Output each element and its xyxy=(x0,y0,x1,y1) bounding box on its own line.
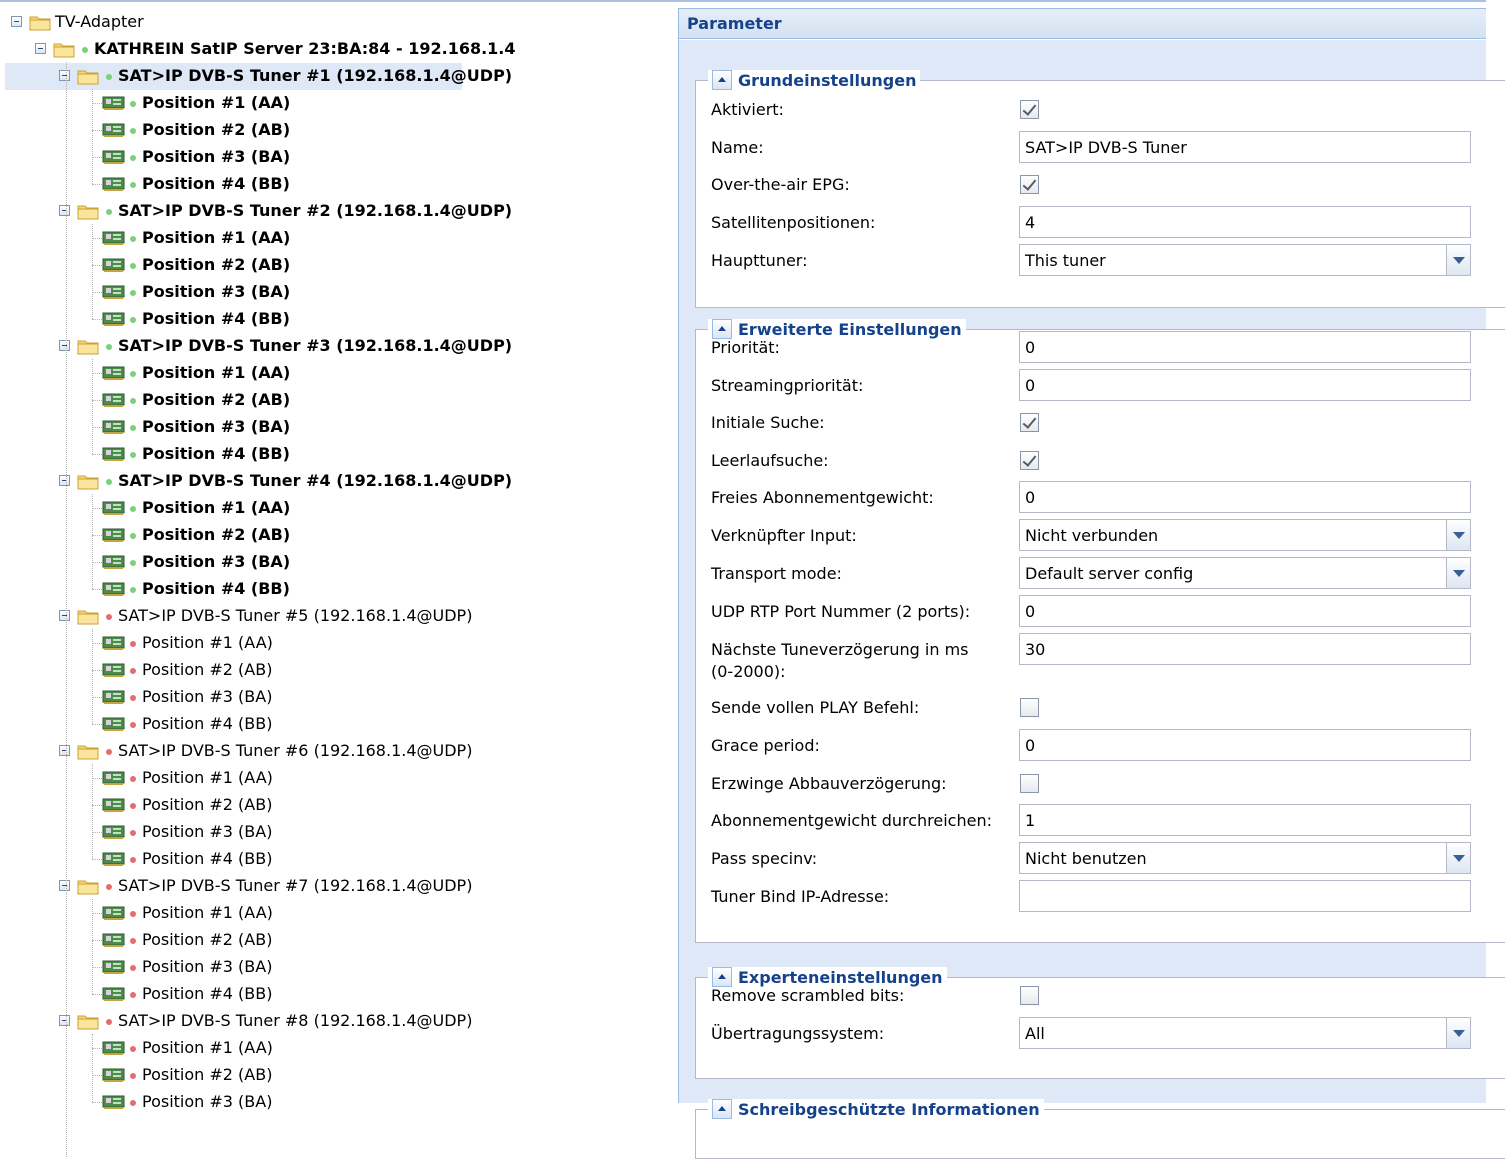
field-label xyxy=(711,886,889,908)
checkbox-unchecked[interactable] xyxy=(1020,698,1039,717)
tree-connector xyxy=(92,454,102,455)
tree-connector xyxy=(92,724,102,725)
collapse-toggle-icon[interactable] xyxy=(59,745,70,756)
text-input[interactable] xyxy=(1019,880,1471,912)
tree-node-server[interactable] xyxy=(0,35,678,62)
tuner-card-icon xyxy=(102,798,126,813)
field-label xyxy=(711,337,780,359)
tuner-card-icon xyxy=(102,258,126,273)
field-row xyxy=(711,444,1491,476)
field-label xyxy=(711,174,850,196)
text-input[interactable] xyxy=(1019,131,1471,163)
field-label-text: Name: xyxy=(711,138,764,157)
tree-connector xyxy=(92,319,102,320)
tree-connector xyxy=(92,589,102,590)
tree-node-tuner-7[interactable] xyxy=(0,872,678,899)
field-row xyxy=(711,206,1491,238)
tuner-card-icon xyxy=(102,150,126,165)
tree-connector xyxy=(92,940,102,941)
tuner-card-icon xyxy=(102,528,126,543)
status-error-icon xyxy=(106,1019,112,1025)
tree-node-label: Position #2 (AB) xyxy=(142,930,273,949)
status-error-icon xyxy=(106,614,112,620)
field-label xyxy=(711,735,820,757)
text-input[interactable] xyxy=(1019,369,1471,401)
tree-connector xyxy=(92,1048,102,1049)
field-label-text: Satellitenpositionen: xyxy=(711,213,876,232)
tree-connector xyxy=(92,778,102,779)
status-ok-icon xyxy=(106,74,112,80)
status-ok-icon xyxy=(130,317,136,323)
tuner-card-icon xyxy=(102,636,126,651)
text-input[interactable] xyxy=(1019,595,1471,627)
status-ok-icon xyxy=(130,425,136,431)
field-label xyxy=(711,375,863,397)
status-ok-icon xyxy=(106,344,112,350)
field-label xyxy=(711,1023,884,1045)
tuner-card-icon xyxy=(102,1095,126,1110)
status-error-icon xyxy=(106,884,112,890)
status-error-icon xyxy=(130,776,136,782)
status-error-icon xyxy=(130,911,136,917)
tree-node-label: Position #3 (BA) xyxy=(142,687,273,706)
tuner-card-icon xyxy=(102,852,126,867)
folder-icon xyxy=(77,608,99,625)
field-row xyxy=(711,406,1491,438)
field-label xyxy=(711,525,857,547)
field-row xyxy=(711,131,1491,163)
tuner-card-icon xyxy=(102,717,126,732)
field-row xyxy=(711,691,1491,723)
tree-node-label: Position #2 (AB) xyxy=(142,390,291,409)
collapse-toggle-icon[interactable] xyxy=(11,16,22,27)
tree-connector xyxy=(92,1102,102,1103)
field-row xyxy=(711,519,1491,551)
tree-connector xyxy=(92,508,102,509)
field-label xyxy=(711,487,934,509)
status-error-icon xyxy=(130,1100,136,1106)
tree-node-label: Position #1 (AA) xyxy=(142,768,273,787)
checkbox-unchecked[interactable] xyxy=(1020,774,1039,793)
tree-node-label: Position #4 (BB) xyxy=(142,849,273,868)
field-label xyxy=(711,450,829,472)
tree-connector xyxy=(92,994,102,995)
section-title: Experteneinstellungen xyxy=(738,967,943,987)
collapse-toggle-icon[interactable] xyxy=(59,205,70,216)
select-dropdown[interactable] xyxy=(1019,1017,1471,1049)
tree-node-tuner-2[interactable] xyxy=(0,197,678,224)
field-label-text: Verknüpfter Input: xyxy=(711,526,857,545)
panel-body[interactable] xyxy=(679,40,1486,1119)
status-ok-icon xyxy=(130,371,136,377)
tree-node-label: SAT>IP DVB-S Tuner #2 (192.168.1.4@UDP) xyxy=(118,201,513,220)
field-row xyxy=(711,979,1491,1011)
tree-node-label: KATHREIN SatIP Server 23:BA:84 - 192.168.1.4 xyxy=(94,39,516,58)
tuner-card-icon xyxy=(102,933,126,948)
field-row xyxy=(711,331,1491,363)
field-label-text: Remove scrambled bits: xyxy=(711,986,905,1005)
select-value: Nicht benutzen xyxy=(1025,849,1147,868)
adapter-tree[interactable] xyxy=(0,8,678,1111)
tuner-card-icon xyxy=(102,771,126,786)
tree-node-label: Position #2 (AB) xyxy=(142,255,291,274)
field-label-text: Pass specinv: xyxy=(711,849,818,868)
collapse-up-icon[interactable] xyxy=(712,70,732,90)
section-erweiterte-einstellungen xyxy=(695,319,1505,943)
field-row xyxy=(711,880,1491,912)
status-error-icon xyxy=(130,965,136,971)
panel-title: Parameter xyxy=(687,14,782,33)
tree-connector xyxy=(92,238,102,239)
tree-node-tuner-8[interactable] xyxy=(0,1007,678,1034)
select-value: All xyxy=(1025,1024,1045,1043)
field-label-text: Streamingpriorität: xyxy=(711,376,864,395)
status-ok-icon xyxy=(130,560,136,566)
tuner-card-icon xyxy=(102,555,126,570)
folder-icon xyxy=(77,338,99,355)
field-label-text: Initiale Suche: xyxy=(711,413,825,432)
chevron-down-icon[interactable] xyxy=(1446,245,1470,275)
tree-node-label: Position #4 (BB) xyxy=(142,444,290,463)
status-error-icon xyxy=(130,803,136,809)
tree-node-label: SAT>IP DVB-S Tuner #7 (192.168.1.4@UDP) xyxy=(118,876,473,895)
field-label xyxy=(711,212,875,234)
field-row xyxy=(711,842,1491,874)
tree-node-tuner-6[interactable] xyxy=(0,737,678,764)
tuner-card-icon xyxy=(102,1068,126,1083)
field-label-text: Haupttuner: xyxy=(711,251,808,270)
field-label-text: Sende vollen PLAY Befehl: xyxy=(711,698,920,717)
text-input[interactable] xyxy=(1019,206,1471,238)
tree-connector xyxy=(92,913,102,914)
tree-node-label: Position #1 (AA) xyxy=(142,1038,273,1057)
tree-node-label: Position #3 (BA) xyxy=(142,957,273,976)
field-label xyxy=(711,773,947,795)
status-error-icon xyxy=(130,668,136,674)
tree-node-label: SAT>IP DVB-S Tuner #4 (192.168.1.4@UDP) xyxy=(118,471,513,490)
select-dropdown[interactable] xyxy=(1019,557,1471,589)
status-ok-icon xyxy=(130,263,136,269)
status-ok-icon xyxy=(130,128,136,134)
tree-node-tuner-5[interactable] xyxy=(0,602,678,629)
section-title: Erweiterte Einstellungen xyxy=(738,319,962,339)
collapse-toggle-icon[interactable] xyxy=(59,475,70,486)
folder-icon xyxy=(29,14,51,31)
tuner-card-icon xyxy=(102,501,126,516)
parameter-panel xyxy=(678,8,1486,1119)
field-label-text: Übertragungssystem: xyxy=(711,1024,885,1043)
field-row xyxy=(711,729,1491,761)
tuner-card-icon xyxy=(102,960,126,975)
field-row xyxy=(711,244,1491,276)
tree-node-label: Position #2 (AB) xyxy=(142,660,273,679)
tree-node-label: SAT>IP DVB-S Tuner #8 (192.168.1.4@UDP) xyxy=(118,1011,473,1030)
tuner-card-icon xyxy=(102,312,126,327)
section-title: Grundeinstellungen xyxy=(738,70,917,90)
tuner-card-icon xyxy=(102,285,126,300)
select-dropdown[interactable] xyxy=(1019,519,1471,551)
tree-node-label: Position #4 (BB) xyxy=(142,309,290,328)
status-ok-icon xyxy=(130,290,136,296)
chevron-down-icon[interactable] xyxy=(1446,843,1470,873)
tree-node-label: Position #2 (AB) xyxy=(142,1065,273,1084)
tree-connector xyxy=(92,427,102,428)
tree-connector xyxy=(92,130,102,131)
tree-connector xyxy=(92,400,102,401)
tree-connector xyxy=(92,103,102,104)
tree-node-label: Position #2 (AB) xyxy=(142,525,291,544)
field-row xyxy=(711,804,1491,836)
collapse-toggle-icon[interactable] xyxy=(59,1015,70,1026)
tree-connector xyxy=(92,805,102,806)
tree-connector xyxy=(92,670,102,671)
select-dropdown[interactable] xyxy=(1019,842,1471,874)
field-label-text: Transport mode: xyxy=(711,564,842,583)
field-label xyxy=(711,985,904,1007)
text-input[interactable] xyxy=(1019,331,1471,363)
tree-connector xyxy=(92,859,102,860)
checkbox-checked[interactable] xyxy=(1020,175,1039,194)
field-label xyxy=(711,99,784,121)
tree-node-label: Position #3 (BA) xyxy=(142,552,291,571)
tree-connector xyxy=(92,157,102,158)
field-row xyxy=(711,595,1491,627)
tree-node-label: Position #3 (BA) xyxy=(142,822,273,841)
tree-connector xyxy=(92,535,102,536)
tree-connector xyxy=(92,697,102,698)
section-legend xyxy=(708,70,920,90)
tree-node-label: Position #3 (BA) xyxy=(142,282,291,301)
field-label xyxy=(711,137,764,159)
text-input[interactable] xyxy=(1019,633,1471,665)
field-label-text: Freies Abonnementgewicht: xyxy=(711,488,934,507)
tree-node-label: Position #3 (BA) xyxy=(142,147,291,166)
field-label-text: Tuner Bind IP-Adresse: xyxy=(711,887,890,906)
section-title: Schreibgeschützte Informationen xyxy=(738,1099,1040,1119)
select-dropdown[interactable] xyxy=(1019,244,1471,276)
folder-icon xyxy=(77,68,99,85)
field-label xyxy=(711,563,842,585)
tree-node-label: Position #3 (BA) xyxy=(142,1092,273,1111)
tuner-card-icon xyxy=(102,231,126,246)
tree-node-root[interactable] xyxy=(0,8,678,35)
field-row xyxy=(711,557,1491,589)
tuner-card-icon xyxy=(102,582,126,597)
folder-icon xyxy=(77,203,99,220)
checkbox-unchecked[interactable] xyxy=(1020,986,1039,1005)
tree-node-label: Position #4 (BB) xyxy=(142,579,290,598)
status-ok-icon xyxy=(130,155,136,161)
text-input[interactable] xyxy=(1019,804,1471,836)
field-row xyxy=(711,481,1491,513)
field-label-text: Grace period: xyxy=(711,736,820,755)
tree-node-label: Position #1 (AA) xyxy=(142,903,273,922)
select-value: Nicht verbunden xyxy=(1025,526,1159,545)
field-label-text: (0-2000): xyxy=(711,662,786,681)
status-error-icon xyxy=(106,749,112,755)
collapse-toggle-icon[interactable] xyxy=(59,610,70,621)
tree-connector xyxy=(92,292,102,293)
tree-connector xyxy=(66,62,67,1157)
status-ok-icon xyxy=(130,182,136,188)
status-error-icon xyxy=(130,857,136,863)
tree-node-label: Position #3 (BA) xyxy=(142,417,291,436)
section-legend xyxy=(708,1099,1044,1119)
tree-node-tuner-1[interactable] xyxy=(0,62,678,89)
folder-icon xyxy=(77,473,99,490)
field-label xyxy=(711,810,992,832)
tree-connector xyxy=(92,1034,93,1102)
tree-connector xyxy=(92,373,102,374)
section-schreibgesch-tzte-informationen xyxy=(695,1099,1505,1159)
tree-connector xyxy=(92,265,102,266)
folder-icon xyxy=(53,41,75,58)
status-error-icon xyxy=(130,722,136,728)
field-label xyxy=(711,412,825,434)
field-label-text: Erzwinge Abbauverzögerung: xyxy=(711,774,947,793)
tree-node-label: Position #1 (AA) xyxy=(142,363,291,382)
tree-node-label: SAT>IP DVB-S Tuner #1 (192.168.1.4@UDP) xyxy=(118,66,513,85)
folder-icon xyxy=(77,1013,99,1030)
status-ok-icon xyxy=(130,236,136,242)
tree-node-label: Position #4 (BB) xyxy=(142,174,290,193)
chevron-down-icon[interactable] xyxy=(1446,558,1470,588)
tuner-card-icon xyxy=(102,123,126,138)
tuner-card-icon xyxy=(102,96,126,111)
field-label-text: Nächste Tuneverzögerung in ms xyxy=(711,640,969,659)
select-value: This tuner xyxy=(1025,251,1106,270)
top-border xyxy=(0,0,1486,2)
status-error-icon xyxy=(130,992,136,998)
tuner-card-icon xyxy=(102,825,126,840)
tree-node-label: Position #4 (BB) xyxy=(142,984,273,1003)
field-row xyxy=(711,369,1491,401)
field-row xyxy=(711,767,1491,799)
tree-node-label: Position #2 (AB) xyxy=(142,120,291,139)
tree-node-tuner-4[interactable] xyxy=(0,467,678,494)
tree-node-label: Position #1 (AA) xyxy=(142,498,291,517)
tree-connector xyxy=(92,832,102,833)
section-experteneinstellungen xyxy=(695,967,1505,1079)
tuner-card-icon xyxy=(102,447,126,462)
folder-icon xyxy=(77,743,99,760)
status-ok-icon xyxy=(82,47,88,53)
field-label-text: Aktiviert: xyxy=(711,100,784,119)
status-ok-icon xyxy=(130,452,136,458)
checkbox-checked[interactable] xyxy=(1020,413,1039,432)
field-label xyxy=(711,250,808,272)
checkbox-checked[interactable] xyxy=(1020,451,1039,470)
status-ok-icon xyxy=(130,101,136,107)
checkbox-checked[interactable] xyxy=(1020,100,1039,119)
tree-node-label: TV-Adapter xyxy=(55,12,144,31)
section-grundeinstellungen xyxy=(695,70,1505,308)
field-label-text: UDP RTP Port Nummer (2 ports): xyxy=(711,602,971,621)
collapse-toggle-icon[interactable] xyxy=(59,340,70,351)
field-label xyxy=(711,848,817,870)
field-label xyxy=(711,639,969,683)
status-ok-icon xyxy=(130,587,136,593)
field-label xyxy=(711,697,919,719)
collapse-up-icon[interactable] xyxy=(712,1099,732,1119)
tree-connector xyxy=(92,643,102,644)
status-error-icon xyxy=(130,1073,136,1079)
field-row xyxy=(711,1017,1491,1049)
tree-node-label: SAT>IP DVB-S Tuner #5 (192.168.1.4@UDP) xyxy=(118,606,473,625)
field-label-text: Over-the-air EPG: xyxy=(711,175,850,194)
status-ok-icon xyxy=(130,533,136,539)
status-ok-icon xyxy=(130,506,136,512)
tree-node-label: Position #4 (BB) xyxy=(142,714,273,733)
chevron-down-icon[interactable] xyxy=(1446,520,1470,550)
status-error-icon xyxy=(130,938,136,944)
tree-connector xyxy=(92,1075,102,1076)
text-input[interactable] xyxy=(1019,481,1471,513)
panel-header xyxy=(679,9,1486,39)
chevron-down-icon[interactable] xyxy=(1446,1018,1470,1048)
tree-node-label: Position #2 (AB) xyxy=(142,795,273,814)
tree-connector xyxy=(92,184,102,185)
tuner-card-icon xyxy=(102,690,126,705)
tuner-card-icon xyxy=(102,1041,126,1056)
status-error-icon xyxy=(130,1046,136,1052)
tree-node-label: Position #1 (AA) xyxy=(142,228,291,247)
collapse-toggle-icon[interactable] xyxy=(59,880,70,891)
collapse-toggle-icon[interactable] xyxy=(35,43,46,54)
tuner-card-icon xyxy=(102,420,126,435)
status-ok-icon xyxy=(106,479,112,485)
status-ok-icon xyxy=(130,398,136,404)
status-error-icon xyxy=(130,830,136,836)
tuner-card-icon xyxy=(102,177,126,192)
field-label xyxy=(711,601,970,623)
tree-node-label: SAT>IP DVB-S Tuner #6 (192.168.1.4@UDP) xyxy=(118,741,473,760)
field-row xyxy=(711,633,1491,681)
select-value: Default server config xyxy=(1025,564,1194,583)
tree-node-label: Position #1 (AA) xyxy=(142,633,273,652)
tuner-card-icon xyxy=(102,906,126,921)
field-label-text: Priorität: xyxy=(711,338,780,357)
tree-connector xyxy=(92,562,102,563)
collapse-toggle-icon[interactable] xyxy=(59,70,70,81)
field-row xyxy=(711,168,1491,200)
text-input[interactable] xyxy=(1019,729,1471,761)
tree-connector xyxy=(92,967,102,968)
status-error-icon xyxy=(130,695,136,701)
field-label-text: Abonnementgewicht durchreichen: xyxy=(711,811,992,830)
status-ok-icon xyxy=(106,209,112,215)
tuner-card-icon xyxy=(102,987,126,1002)
tree-node-tuner-3[interactable] xyxy=(0,332,678,359)
field-row xyxy=(711,93,1491,125)
status-error-icon xyxy=(130,641,136,647)
tree-node-label: Position #1 (AA) xyxy=(142,93,291,112)
tuner-card-icon xyxy=(102,366,126,381)
tree-node-label: SAT>IP DVB-S Tuner #3 (192.168.1.4@UDP) xyxy=(118,336,513,355)
tuner-card-icon xyxy=(102,663,126,678)
field-label-text: Leerlaufsuche: xyxy=(711,451,829,470)
tuner-card-icon xyxy=(102,393,126,408)
folder-icon xyxy=(77,878,99,895)
